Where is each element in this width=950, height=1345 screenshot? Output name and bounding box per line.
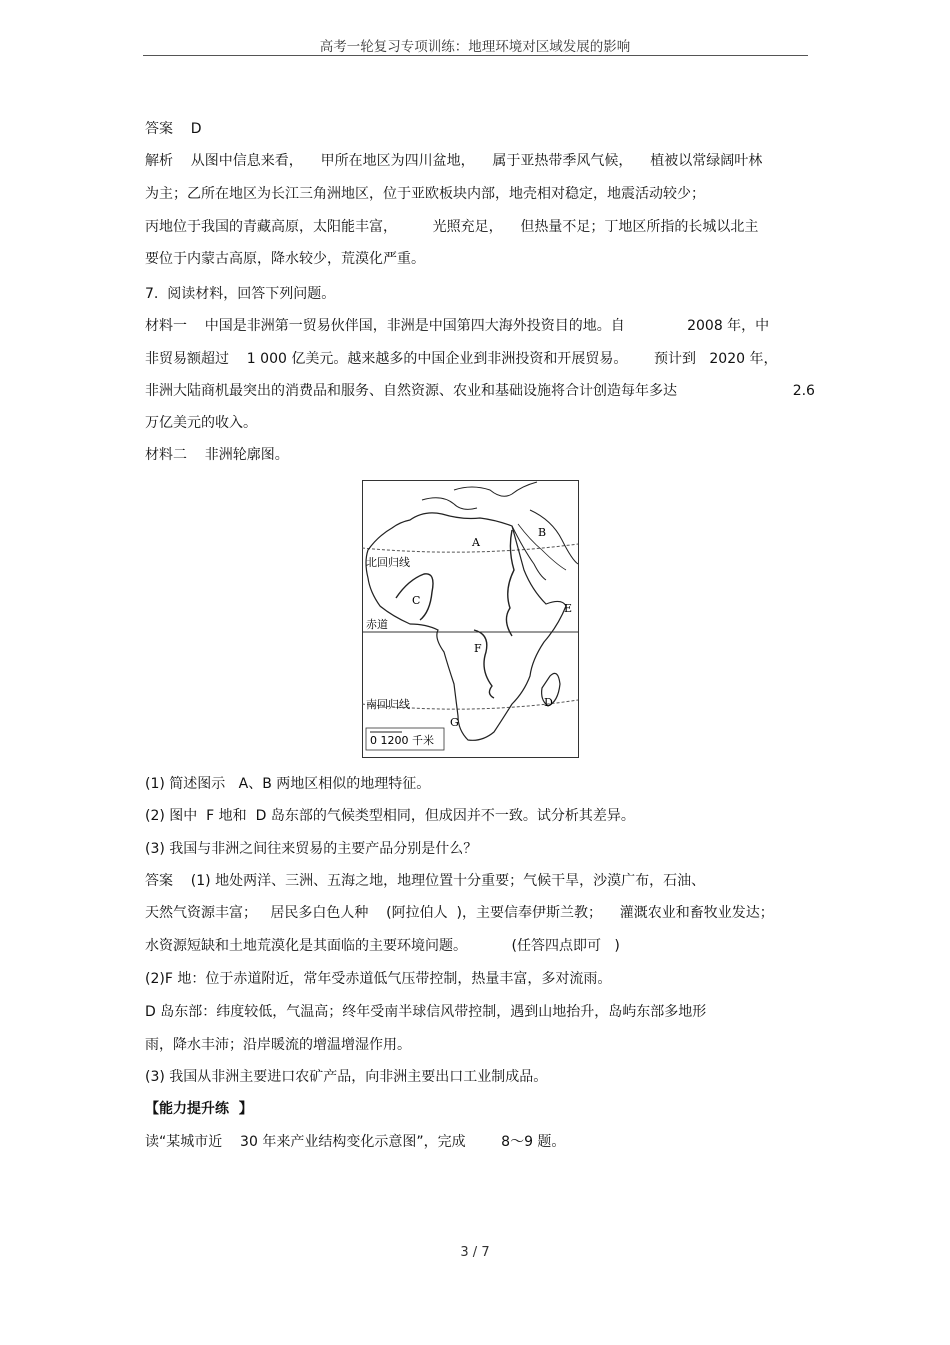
analysis-line: 为主；乙所在地区为长江三角洲地区，位于亚欧板块内部，地壳相对稳定，地震活动较少； (145, 186, 705, 202)
answer-line: D 岛东部：纬度较低，气温高；终年受南半球信风带控制，遇到山地抬升，岛屿东部多地形 (145, 1004, 707, 1020)
analysis-line: 解析 从图中信息来看， 甲所在地区为四川盆地， 属于亚热带季风气候， 植被以常绿阔叶林 (145, 153, 763, 169)
material-one-line: 非洲大陆商机最突出的消费品和服务、自然资源、农业和基础设施将合计创造每年多达 2.6 (145, 383, 815, 399)
answer-line: (2)F 地：位于赤道附近，常年受赤道低气压带控制，热量丰富，多对流雨。 (145, 971, 612, 987)
question-line: (3) 我国与非洲之间往来贸易的主要产品分别是什么？ (145, 841, 478, 857)
congo-river (474, 630, 494, 698)
tropic-of-cancer-line (362, 544, 578, 552)
material-one-line: 万亿美元的收入。 (145, 415, 257, 431)
material-two-line: 材料二 非洲轮廓图。 (145, 447, 289, 463)
page-header-title: 高考一轮复习专项训练：地理环境对区域发展的影响 (319, 39, 631, 55)
page-number: 3 / 7 (460, 1245, 490, 1260)
answer-line: 水资源短缺和土地荒漠化是其面临的主要环境问题。 (任答四点即可 ) (145, 938, 620, 954)
section-heading: 【能力提升练 】 (145, 1101, 253, 1117)
analysis-line: 丙地位于我国的青藏高原，太阳能丰富， 光照充足， 但热量不足；丁地区所指的长城以北主 (145, 219, 759, 235)
label-e: E (564, 602, 573, 615)
answer-line: 答案 D (145, 121, 202, 137)
question-line: (2) 图中 F 地和 D 岛东部的气候类型相同，但成因并不一致。试分析其差异。 (145, 808, 635, 824)
answer-line: 雨，降水丰沛；沿岸暖流的增温增湿作用。 (145, 1037, 411, 1053)
label-a: A (472, 536, 480, 549)
question-7-title: 7. 阅读材料，回答下列问题。 (145, 286, 336, 302)
header-rule (143, 55, 808, 56)
label-tropic-of-capricorn: 南回归线 (366, 698, 410, 711)
answer-line: (3) 我国从非洲主要进口农矿产品，向非洲主要出口工业制成品。 (145, 1069, 548, 1085)
label-b: B (538, 526, 547, 539)
analysis-line: 要位于内蒙古高原，降水较少，荒漠化严重。 (145, 251, 425, 267)
instruction-line: 读“某城市近 30 年来产业结构变化示意图”，完成 8～9 题。 (145, 1134, 566, 1150)
label-tropic-of-cancer: 北回归线 (366, 556, 410, 569)
label-f: F (474, 642, 482, 655)
label-equator: 赤道 (366, 618, 388, 631)
question-line: (1) 简述图示 A、B 两地区相似的地理特征。 (145, 776, 431, 792)
africa-outline-map (362, 480, 586, 758)
label-g: G (450, 716, 459, 729)
scale-bar-label: 0 1200 千米 (370, 734, 434, 747)
answer-line: 天然气资源丰富； 居民多白色人种 (阿拉伯人 )，主要信奉伊斯兰教； 灌溉农业和畜牧业发达； (145, 905, 774, 921)
nile-river (506, 530, 514, 636)
answer-line: 答案 (1) 地处两洋、三洲、五海之地，地理位置十分重要；气候干旱，沙漠广布，石油、 (145, 873, 706, 889)
material-one-line: 非贸易额超过 1 000 亿美元。越来越多的中国企业到非洲投资和开展贸易。 预计到 2020 年， (145, 351, 778, 367)
label-d: D (544, 696, 553, 709)
label-c: C (412, 594, 421, 607)
material-one-line: 材料一 中国是非洲第一贸易伙伴国，非洲是中国第四大海外投资目的地。自 2008 年，中 (145, 318, 770, 334)
